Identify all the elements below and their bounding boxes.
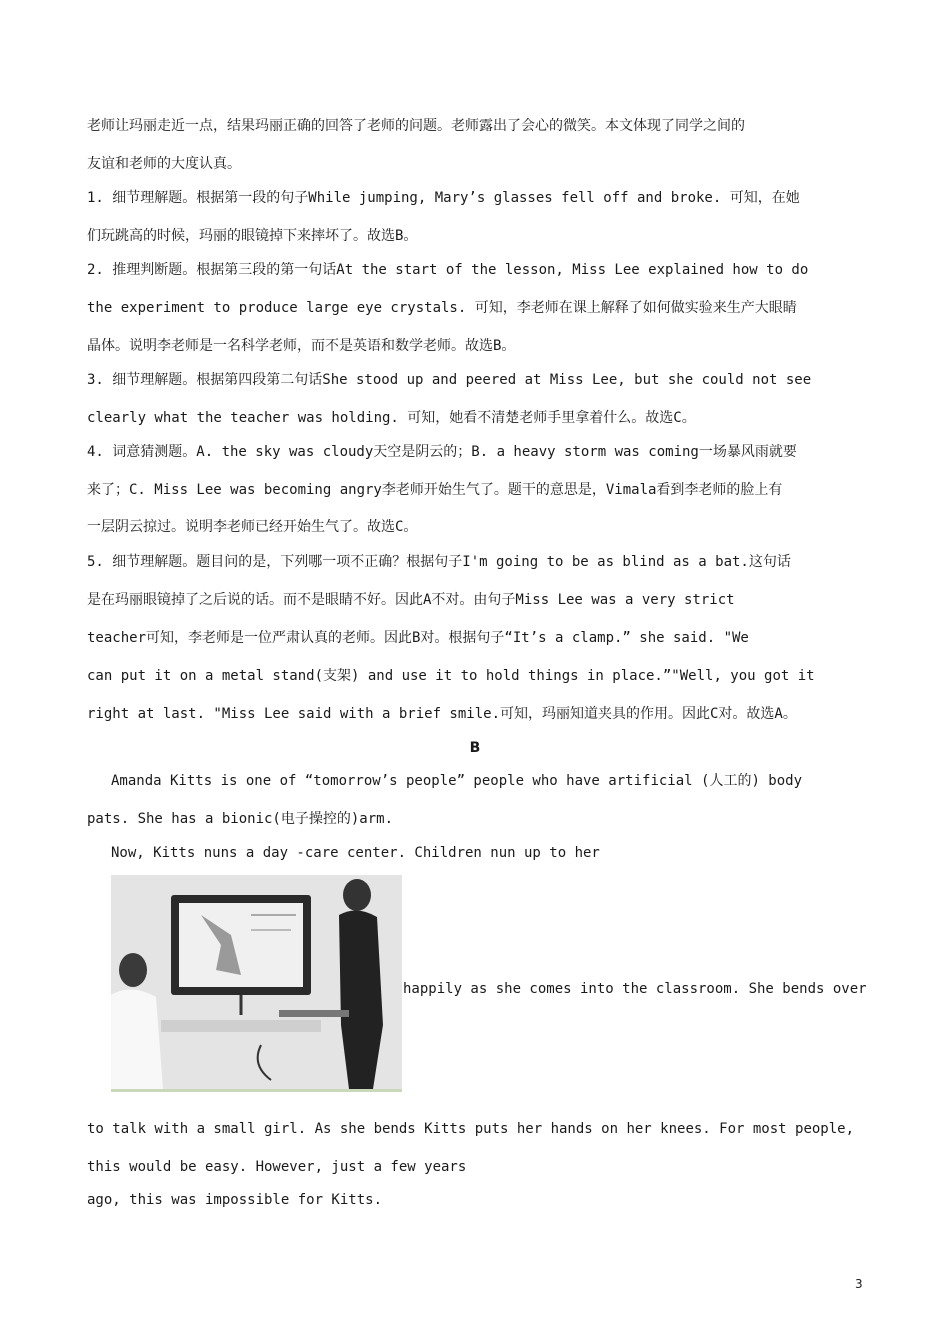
text-line: 2. 推理判断题。根据第三段的第一句话At the start of the lesson, Miss Lee explained how to do: [87, 262, 809, 278]
text-line: 1. 细节理解题。根据第一段的句子While jumping, Mary’s glasses fell off and broke. 可知，在她: [87, 190, 800, 206]
text-line: can put it on a metal stand(支架) and use it to hold things in place.”"Well, you got it: [87, 668, 815, 684]
text-line: Now, Kitts nuns a day -care center. Children nun up to her: [111, 845, 600, 861]
classroom-photo: [111, 875, 402, 1092]
text-line: this would be easy. However, just a few years: [87, 1159, 467, 1175]
text-line: 来了；C. Miss Lee was becoming angry李老师开始生气了。题干的意思是，Vimala看到李老师的脸上有: [87, 482, 783, 498]
text-line: ago, this was impossible for Kitts.: [87, 1192, 383, 1208]
text-line: right at last. "Miss Lee said with a brief smile.可知，玛丽知道夹具的作用。因此C对。故选A。: [87, 706, 797, 722]
text-line: 5. 细节理解题。题目问的是，下列哪一项不正确？根据句子I'm going to be as blind as a bat.这句话: [87, 554, 791, 570]
text-line: to talk with a small girl. As she bends Kitts puts her hands on her knees. For most people,: [87, 1121, 855, 1137]
text-line: 是在玛丽眼镜掉了之后说的话。而不是眼睛不好。因此A不对。由句子Miss Lee was a very strict: [87, 592, 735, 608]
text-line: 们玩跳高的时候，玛丽的眼镜掉下来摔坏了。故选B。: [87, 228, 418, 244]
text-line: happily as she comes into the classroom. She bends over: [403, 981, 867, 997]
text-line: 4. 词意猜测题。A. the sky was cloudy天空是阴云的；B. a heavy storm was coming一场暴风雨就要: [87, 444, 797, 460]
text-line: clearly what the teacher was holding. 可知，她看不清楚老师手里拿着什么。故选C。: [87, 410, 696, 426]
page-number: 3: [855, 1277, 863, 1291]
text-line: 晶体。说明李老师是一名科学老师，而不是英语和数学老师。故选B。: [87, 338, 516, 354]
text-line: pats. She has a bionic(电子操控的)arm.: [87, 811, 394, 827]
text-line: Amanda Kitts is one of “tomorrow’s people” people who have artificial (人工的) body: [111, 773, 803, 789]
text-line: teacher可知，李老师是一位严肃认真的老师。因此B对。根据句子“It’s a clamp.” she said. "We: [87, 630, 749, 646]
text-line: 一层阴云掠过。说明李老师已经开始生气了。故选C。: [87, 519, 418, 535]
classroom-photo-icon: [111, 875, 402, 1089]
text-line: the experiment to produce large eye crystals. 可知，李老师在课上解释了如何做实验来生产大眼睛: [87, 300, 797, 316]
text-line: 3. 细节理解题。根据第四段第二句话She stood up and peered at Miss Lee, but she could not see: [87, 372, 812, 388]
text-line: 友谊和老师的大度认真。: [87, 156, 241, 172]
text-line: 老师让玛丽走近一点，结果玛丽正确的回答了老师的问题。老师露出了会心的微笑。本文体现了同学之间的: [87, 118, 745, 134]
section-heading: B: [469, 740, 481, 756]
